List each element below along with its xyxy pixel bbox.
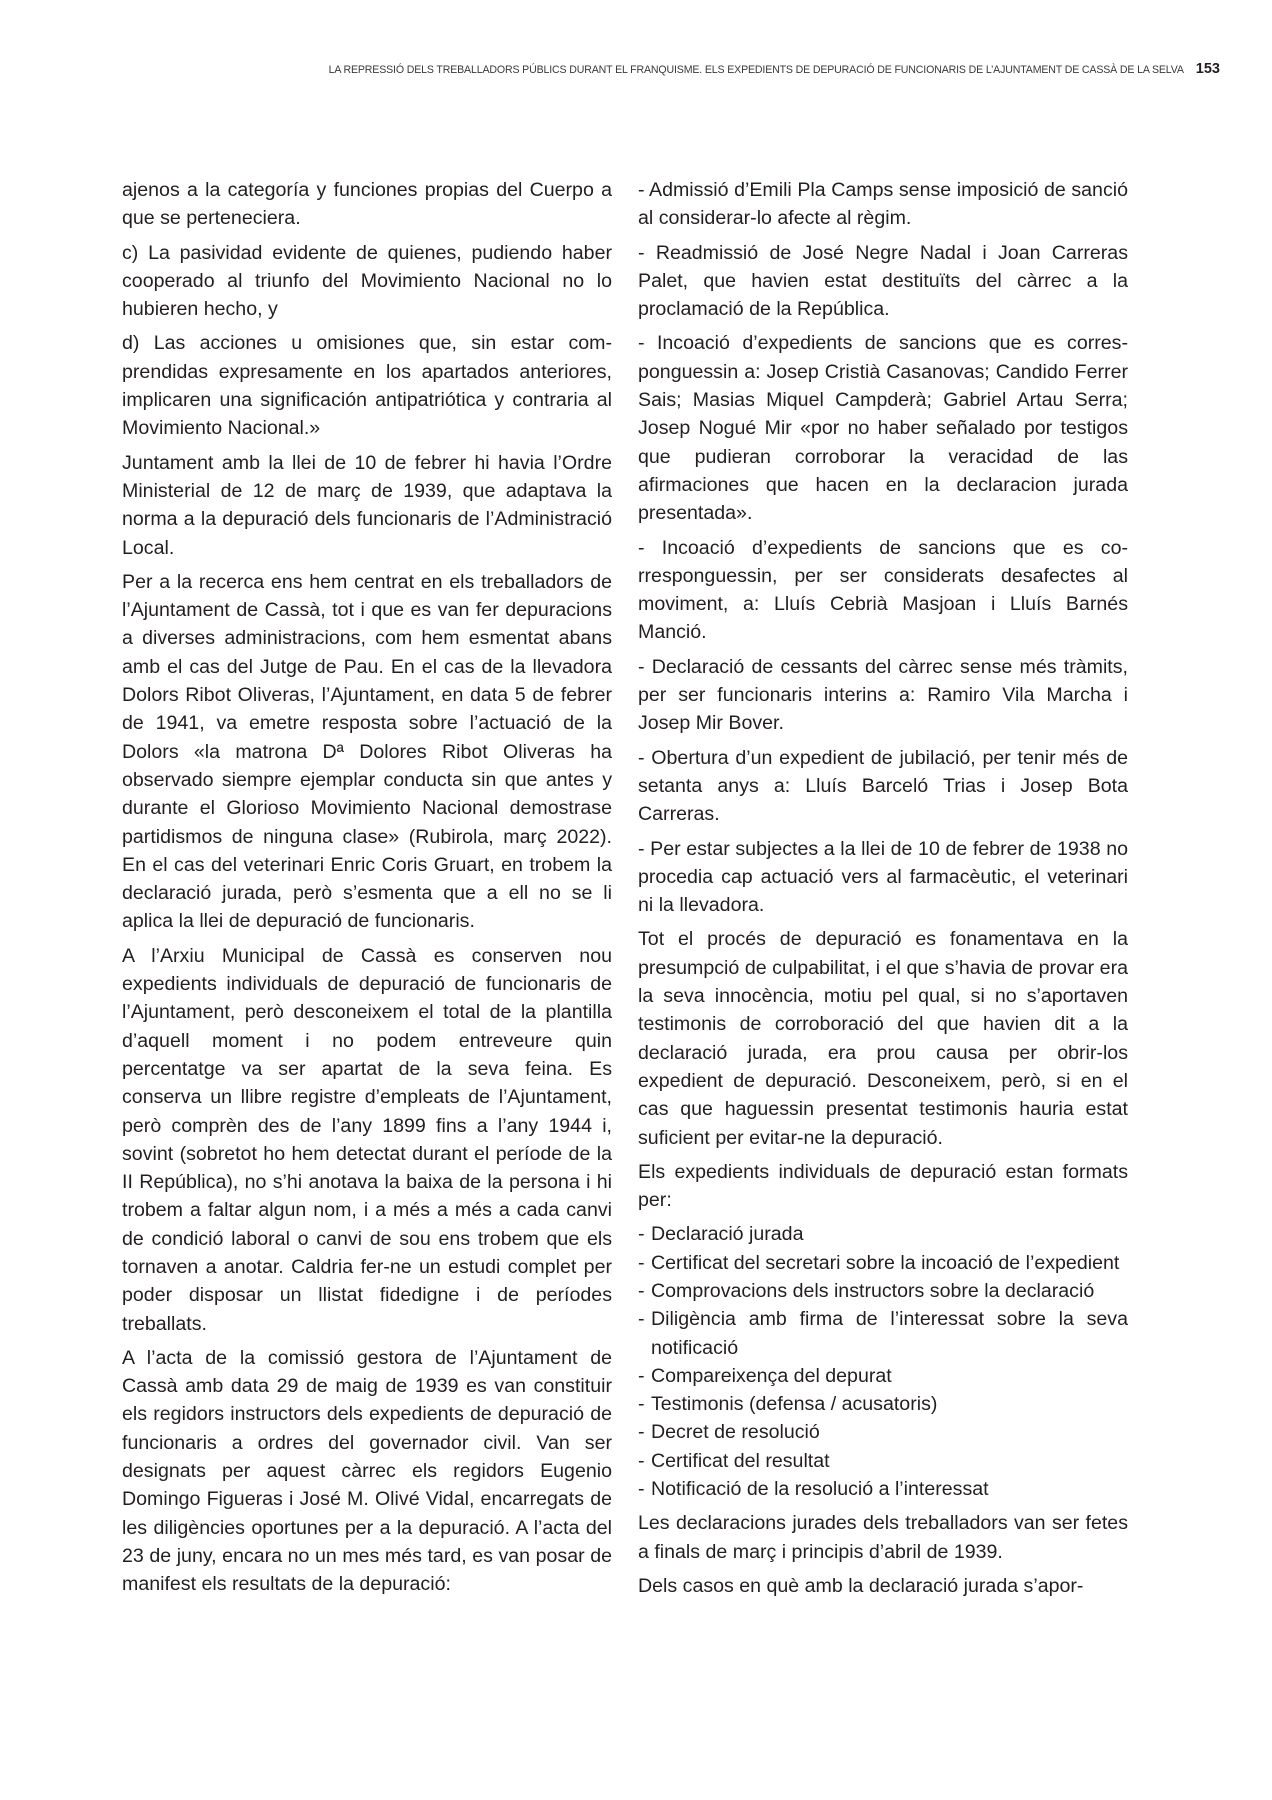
paragraph: Dels casos en què amb la declaració jurada s’apor- <box>638 1574 1084 1597</box>
left-column <box>122 176 612 1605</box>
list-item: - Certificat del secretari sobre la incoació de l’expedient <box>638 1249 1128 1277</box>
result-item: - Declaració de cessants del càrrec sense més tràmits, per ser funcionaris interins a: Ramiro Vila Marcha i Josep Mir Bover. <box>638 655 1128 735</box>
running-head <box>150 61 1220 77</box>
result-item: - Readmissió de José Negre Nadal i Joan Carreras Palet, que havien estat destituïts del càrrec a la proclamació de la República. <box>638 241 1128 321</box>
list-item: - Decret de resolució <box>638 1418 1128 1446</box>
result-item: - Per estar subjectes a la llei de 10 de febrer de 1938 no procedia cap actuació vers al farmacèutic, el veterinari ni la llevadora. <box>638 837 1128 917</box>
result-item: - Admissió d’Emili Pla Camps sense imposició de sanció al considerar-lo afecte al règim. <box>638 179 1128 230</box>
page-number: 153 <box>1195 61 1220 77</box>
paragraph: Els expedients individuals de depuració estan formats per: <box>638 1160 1128 1212</box>
paragraph: ajenos a la categoría y funciones propias del Cuerpo a que se perteneciera. <box>122 179 612 230</box>
list-item: - Declaració jurada <box>638 1220 1128 1248</box>
list-item: - Diligència amb firma de l’interessat sobre la seva notificació <box>638 1305 1128 1362</box>
paragraph: A l’Arxiu Municipal de Cassà es conserven nou expedients individuals de depuració de funcionaris de l’Ajuntament, però desconeixem el total de la plantilla d’aquell moment i no podem entreveure quin percentatge va ser apartat de la seva feina. Es conserva un llibre registre d’empleats de l’Ajuntament, però comprèn des de l’any 1899 fins a l’any 1944 i, sovint (sobretot ho hem detectat durant el període de la II República), no s’hi anotava la baixa de la persona i hi trobem a faltar algun nom, i a més a més a cada canvi de condició laboral o canvi de sou ens trobem que els tornaven a anotar. Caldria fer-ne un estudi complet per poder disposar un llistat fidedigne i de períodes treballats. <box>122 944 612 1335</box>
paragraph: Juntament amb la llei de 10 de febrer hi havia l’Ordre Ministerial de 12 de març de 1939, que adaptava la norma a la depuració dels funcionaris de l’Administració Local. <box>122 451 612 559</box>
list-item: - Certificat del resultat <box>638 1447 1128 1475</box>
paragraph: Per a la recerca ens hem centrat en els treballadors de l’Ajuntament de Cassà, tot i que es van fer depuracions a diverses administracions, com hem esmentat abans amb el cas del Jutge de Pau. En el cas de la llevadora Dolors Ribot Oliveras, l’Ajuntament, en data 5 de febrer de 1941, va emetre resposta sobre l’actuació de la Dolors «la matrona Dª Dolores Ribot Oliveras ha observado siempre ejemplar conducta sin que antes y durante el Glorioso Movimiento Nacional demostrase partidismos de ninguna clase» (Rubirola, març 2022). En el cas del veterinari Enric Coris Gruart, en trobem la declaració jurada, però s’esmenta que a ell no se li aplica la llei de depuració de funcionaris. <box>122 570 612 933</box>
file-components-list <box>638 1220 1128 1503</box>
result-item: - Incoació d’expedients de sancions que es corresponguessin, per ser considerats desafectes al moviment, a: Lluís Cebrià Masjoan i Lluís Barnés Manció. <box>638 536 1128 644</box>
paragraph: c) La pasividad evidente de quienes, pudiendo haber cooperado al triunfo del Movimiento Nacional no lo hubieren hecho, y <box>122 241 612 321</box>
right-column <box>638 176 1128 1606</box>
result-item: - Incoació d’expedients de sancions que es corresponguessin a: Josep Cristià Casanovas; Candido Ferrer Sais; Masias Miquel Campderà; Gabriel Artau Serra; Josep Nogué Mir «por no haber señalado por testigos que pudieran corroborar la veracidad de las afirmaciones que hacen en la declaracion jurada presentada». <box>638 332 1128 525</box>
list-item: - Notificació de la resolució a l’interessat <box>638 1475 1128 1503</box>
list-item: - Testimonis (defensa / acusatoris) <box>638 1390 1128 1418</box>
paragraph: Les declaracions jurades dels treballadors van ser fetes a finals de març i principis d’abril de 1939. <box>638 1512 1128 1563</box>
paragraph: A l’acta de la comissió gestora de l’Ajuntament de Cassà amb data 29 de maig de 1939 es van constituir els regidors instructors dels expedients de depuració de funcionaris a ordres del governador civil. Van ser designats per aquest càrrec els regidors Eugenio Domingo Figueras i José M. Olivé Vidal, encarregats de les diligències oportunes per a la depuració. A l’acta del 23 de juny, encara no un mes més tard, es van posar de manifest els resultats de la depuració: <box>122 1346 612 1596</box>
result-item: - Obertura d’un expedient de jubilació, per tenir més de setanta anys a: Lluís Barceló Trias i Josep Bota Carreras. <box>638 746 1128 826</box>
running-title: LA REPRESSIÓ DELS TREBALLADORS PÚBLICS DURANT EL FRANQUISME. ELS EXPEDIENTS DE DEPURACIÓ DE FUNCIONARIS DE L’AJUNTAMENT DE CASSÀ DE LA SELVA <box>328 64 1184 76</box>
paragraph: Tot el procés de depuració es fonamentava en la presumpció de culpabilitat, i el que s’havia de provar era la seva innocència, motiu pel qual, si no s’aportaven testimonis de corroboració del que havien dit a la declaració jurada, era prou causa per obrir-los expedient de depuració. Desconeixem, però, si en el cas que haguessin presentat testimonis hauria estat suficient per evitar-ne la depuració. <box>638 928 1128 1149</box>
list-item: - Comprovacions dels instructors sobre la declaració <box>638 1277 1128 1305</box>
paragraph: d) Las acciones u omisiones que, sin estar comprendidas expresamente en los apartados anteriores, implicaren una significación antipatriótica y contraria al Movimiento Nacional.» <box>122 332 612 440</box>
list-item: - Compareixença del depurat <box>638 1362 1128 1390</box>
